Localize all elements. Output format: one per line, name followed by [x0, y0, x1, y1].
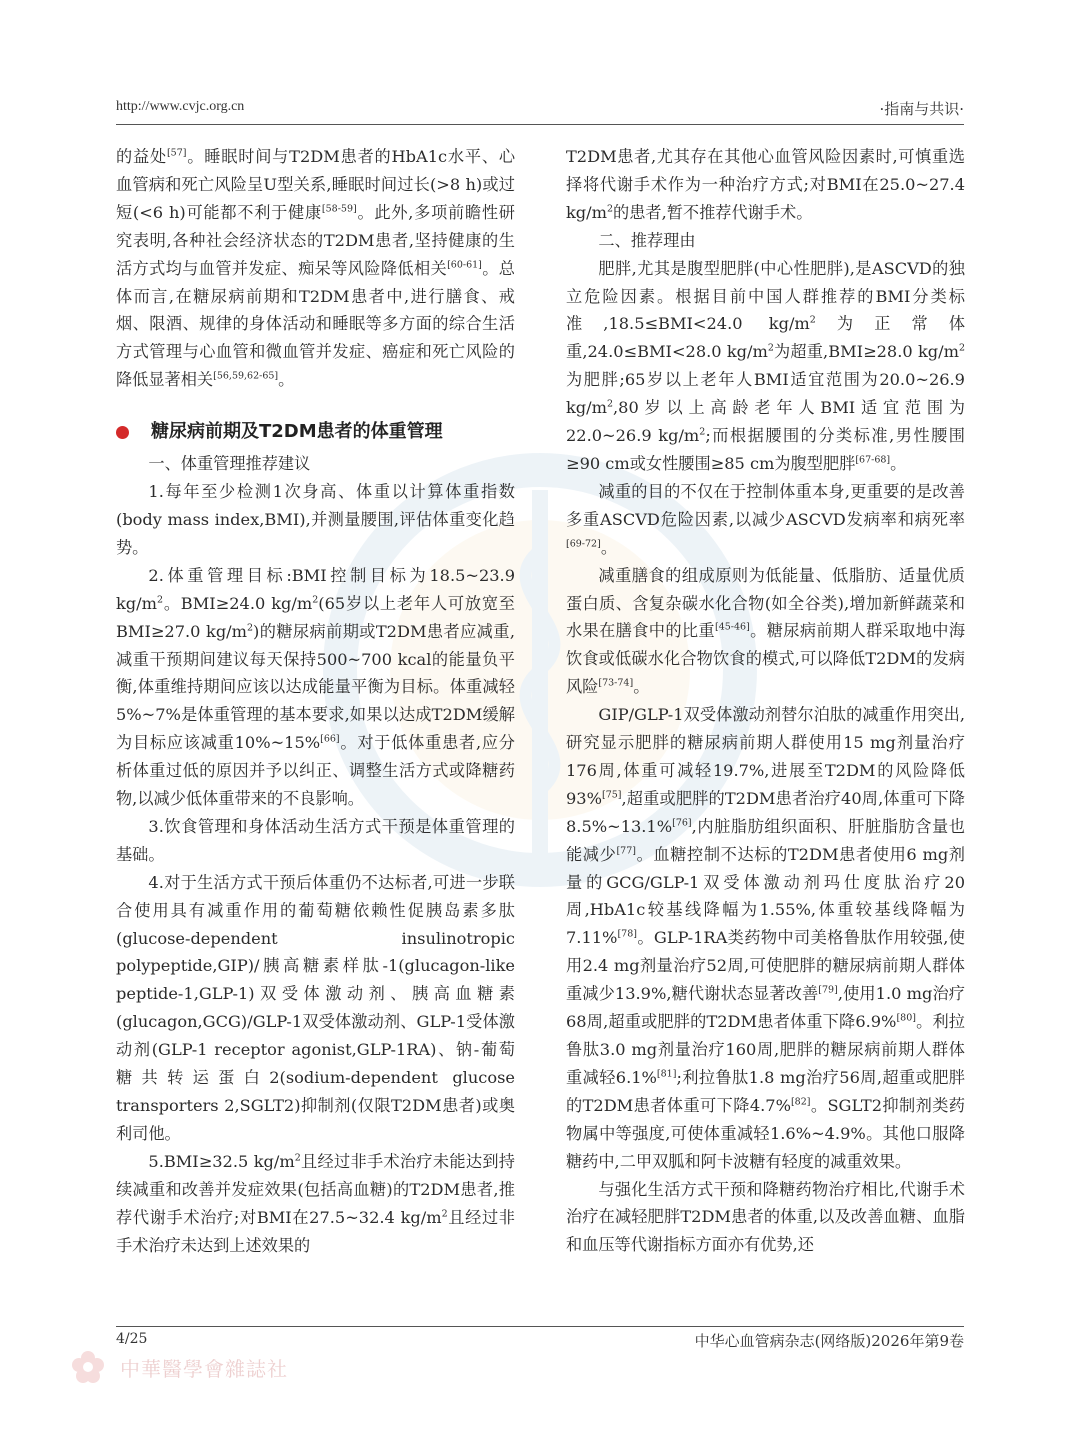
recommendation-1: 1.每年至少检测1次身高、体重以计算体重指数(body mass index,BMI),并测量腰围,评估体重变化趋势。 — [116, 482, 515, 557]
recommendation-3: 3.饮食管理和身体活动生活方式干预是体重管理的基础。 — [116, 816, 515, 864]
subheading-rationale: 二、推荐理由 — [598, 230, 696, 250]
journal-url[interactable]: http://www.cvjc.org.cn — [116, 99, 245, 114]
right-column — [566, 143, 965, 1259]
journal-citation: 中华心血管病杂志(网络版)2026年第9卷 — [694, 1332, 964, 1350]
page-number: 4/25 — [116, 1331, 148, 1347]
publisher-logo-watermark — [68, 1346, 288, 1388]
recommendation-4: 4.对于生活方式干预后体重仍不达标者,可进一步联合使用具有减重作用的葡萄糖依赖性促胰岛素多肽(glucose-dependent insulinotropic polypeptide,GIP)/胰高糖素样肽-1(glucagon-like peptide-1,GLP-1)双受体激动剂、胰高血糖素(glucagon,GCG)/GLP-1双受体激动剂、GLP-1受体激动剂(GLP-1 receptor agonist,GLP-1RA)、钠-葡萄糖共转运蛋白2(sodium-dependent glucose transporters 2,SGLT2)抑制剂(仅限T2DM患者)或奥利司他。 — [116, 872, 515, 1143]
footer-divider — [116, 1326, 964, 1327]
recommendation-5-continued: T2DM患者,尤其存在其他心血管风险因素时,可慎重选择将代谢手术作为一种治疗方式;对BMI在25.0~27.4 $kg/m^2$的患者,暂不推荐代谢手术。 — [566, 147, 965, 222]
paragraph-drug-therapy: GIP/GLP-1双受体激动剂替尔泊肽的减重作用突出,研究显示肥胖的糖尿病前期人群使用15 mg剂量治疗176周,体重可减轻19.7%,进展至T2DM的风险降低93%[75],超重或肥胖的T2DM患者治疗40周,体重可下降8.5%~13.1%[76],内脏脂肪组织面积、肝脏脂肪含量也能减少[77]。血糖控制不达标的T2DM患者使用6 mg剂量的GCG/GLP-1双受体激动剂玛仕度肽治疗20周,HbA1c较基线降幅为1.55%,体重较基线降幅为7.11%[78]。GLP-1RA类药物中司美格鲁肽作用较强,使用2.4 mg剂量治疗52周,可使肥胖的糖尿病前期人群体重减少13.9%,糖代谢状态显著改善[79],使用1.0 mg治疗68周,超重或肥胖的T2DM患者体重下降6.9%[80]。利拉鲁肽3.0 mg剂量治疗160周,肥胖的糖尿病前期人群体重减轻6.1%[81];利拉鲁肽1.8 mg治疗56周,超重或肥胖的T2DM患者体重可下降4.7%[82]。SGLT2抑制剂类药物属中等强度,可使体重减轻1.6%~4.9%。其他口服降糖药中,二甲双胍和阿卡波糖有轻度的减重效果。 — [566, 705, 965, 1171]
publisher-name: 中華醫學會雜誌社 — [120, 1356, 288, 1381]
section-heading-text: 糖尿病前期及T2DM患者的体重管理 — [151, 421, 443, 443]
left-column — [116, 143, 515, 1259]
paragraph-lifestyle-summary: 的益处[57]。睡眠时间与T2DM患者的HbA1c水平、心血管病和死亡风险呈U型关系,睡眠时间过长(>8 h)或过短(<6 h)可能都不利于健康[58-59]。此外,多项前瞻性研究表明,各种社会经济状态的T2DM患者,坚持健康的生活方式均与血管并发症、痴呆等风险降低相关[60-61]。总体而言,在糖尿病前期和T2DM患者中,进行膳食、戒烟、限酒、规律的身体活动和睡眠等多方面的综合生活方式管理与心血管和微血管并发症、癌症和死亡风险的降低显著相关[56,59,62-65]。 — [116, 147, 516, 390]
paragraph-obesity-risk: 肥胖,尤其是腹型肥胖(中心性肥胖),是ASCVD的独立危险因素。根据目前中国人群推荐的BMI分类标准,18.5≤BMI<24.0 $kg/m^2$为正常体重,24.0≤BMI<28.0 $kg/m^2$为超重,BMI≥28.0 $kg/m^2$为肥胖;65岁以上老年人BMI适宜范围为20.0~26.9 $kg/m^2,80$岁以上高龄老年人BMI适宜范围为22.0~26.9 $kg/m^2$;而根据腰围的分类标准,男性腰围≥90 cm或女性腰围≥85 cm为腹型肥胖[67-68]。 — [566, 258, 966, 473]
paragraph-metabolic-surgery: 与强化生活方式干预和降糖药物治疗相比,代谢手术治疗在减轻肥胖T2DM患者的体重,以及改善血糖、血脂和血压等代谢指标方面亦有优势,还 — [566, 1179, 965, 1255]
recommendation-5: 5.BMI≥32.5 $kg/m^2$且经过非手术治疗未能达到持续减重和改善并发症效果(包括高血糖)的T2DM患者,推荐代谢手术治疗;对BMI在27.5~32.4 $kg/m^2$且经过非手术治疗未达到上述效果的 — [116, 1151, 515, 1255]
subheading-recommendations: 一、体重管理推荐建议 — [148, 454, 311, 474]
recommendation-2: 2.体重管理目标:BMI控制目标为18.5~23.9 $kg/m^2$。BMI≥24.0 $kg/m^2(65$岁以上老年人可放宽至BMI≥27.0 $kg/m^2$)的糖尿病前期或T2DM患者应减重,减重干预期间建议每天保持500~700 kcal的能量负平衡,体重维持期间应该以达成能量平衡为目标。体重减轻5%~7%是体重管理的基本要求,如果以达成T2DM缓解为目标应该减重10%~15%[66]。对于低体重患者,应分析体重过低的原因并予以纠正、调整生活方式或降糖药物,以减少低体重带来的不良影响。 — [116, 565, 516, 809]
heading-bullet-icon — [116, 426, 129, 439]
header-divider — [116, 124, 964, 125]
paragraph-diet: 减重膳食的组成原则为低能量、低脂肪、适量优质蛋白质、含复杂碳水化合物(如全谷类),增加新鲜蔬菜和水果在膳食中的比重[45-46]。糖尿病前期人群采取地中海饮食或低碳水化合物饮食的模式,可以降低T2DM的发病风险[73-74]。 — [566, 565, 966, 697]
flower-logo-icon — [68, 1347, 108, 1387]
section-label: ·指南与共识· — [879, 100, 964, 118]
section-heading — [116, 414, 515, 450]
paragraph-weight-loss-goal: 减重的目的不仅在于控制体重本身,更重要的是改善多重ASCVD危险因素,以减少ASCVD发病率和病死率[69-72]。 — [566, 481, 965, 557]
